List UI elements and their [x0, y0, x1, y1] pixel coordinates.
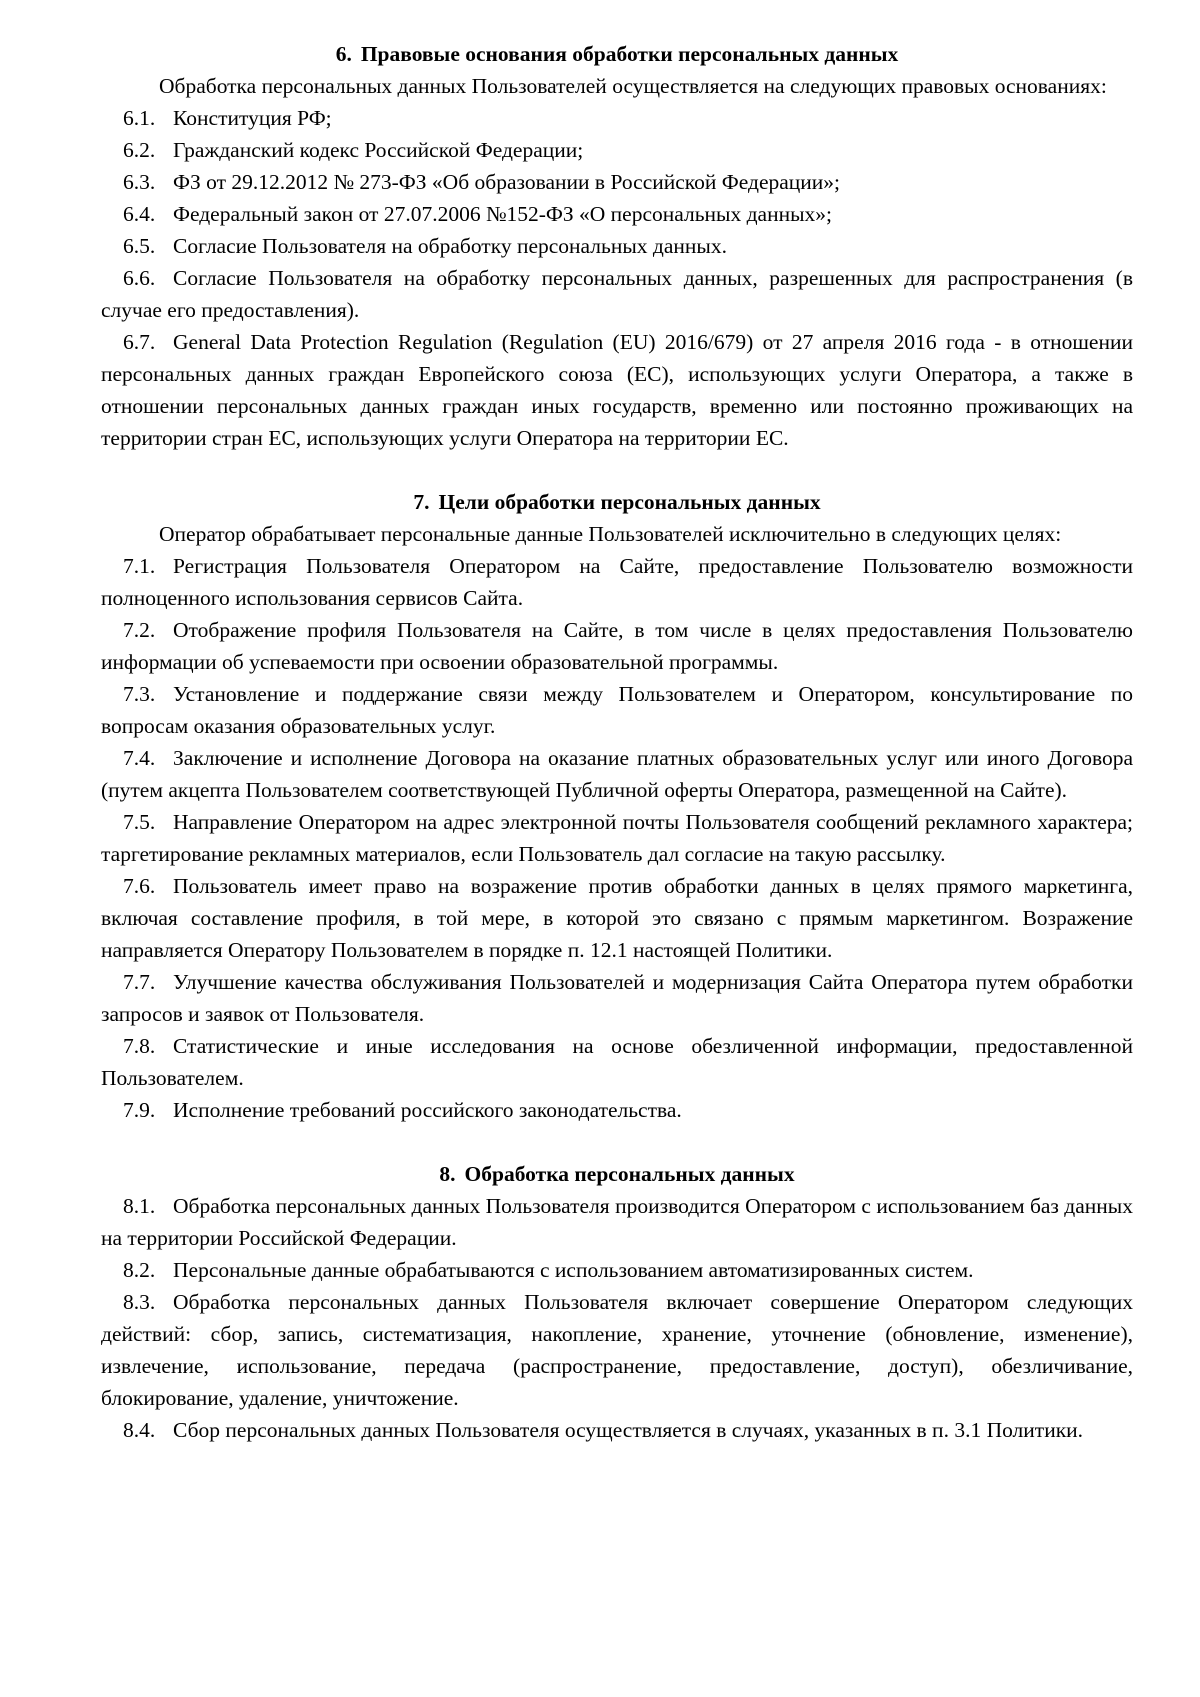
section-number: 6.	[335, 42, 352, 66]
item-number: 6.3.	[123, 170, 156, 194]
section-number: 7.	[413, 490, 430, 514]
item-number: 6.6.	[123, 266, 156, 290]
section-title	[101, 38, 1133, 70]
item-text: Регистрация Пользователя Оператором на Сайте, предоставление Пользователю возможности полноценного использования сервисов Сайта.	[101, 554, 1133, 610]
list-item	[101, 326, 1133, 454]
list-item	[101, 966, 1133, 1030]
list-item	[101, 1030, 1133, 1094]
item-number: 8.3.	[123, 1290, 156, 1314]
item-text: General Data Protection Regulation (Regulation (EU) 2016/679) от 27 апреля 2016 года - в отношении персональных данных граждан Европейского союза (ЕС), использующих услуги Оператора, а также в отношении персональных данных граждан иных государств, временно или постоянно проживающих на территории стран ЕС, использующих услуги Оператора на территории ЕС.	[101, 330, 1133, 450]
document-page	[101, 38, 1133, 1446]
item-number: 7.6.	[123, 874, 156, 898]
list-item	[101, 102, 1133, 134]
section-title-text: Правовые основания обработки персональных данных	[360, 42, 899, 66]
section-spacer	[101, 454, 1133, 486]
item-number: 7.9.	[123, 1098, 156, 1122]
item-text: Исполнение требований российского законодательства.	[173, 1098, 682, 1122]
section-6	[101, 38, 1133, 454]
item-text: Отображение профиля Пользователя на Сайте, в том числе в целях предоставления Пользователю информации об успеваемости при освоении образовательной программы.	[101, 618, 1133, 674]
list-item	[101, 262, 1133, 326]
list-item	[101, 806, 1133, 870]
section-number: 8.	[439, 1162, 456, 1186]
list-item	[101, 678, 1133, 742]
list-item	[101, 614, 1133, 678]
list-item	[101, 1190, 1133, 1254]
item-text: Конституция РФ;	[173, 106, 332, 130]
section-7	[101, 486, 1133, 1126]
list-item	[101, 1414, 1133, 1446]
list-item	[101, 550, 1133, 614]
section-8	[101, 1158, 1133, 1446]
item-text: ФЗ от 29.12.2012 № 273-ФЗ «Об образовании в Российской Федерации»;	[173, 170, 841, 194]
section-intro: Оператор обрабатывает персональные данные Пользователей исключительно в следующих целях:	[159, 522, 1062, 546]
list-item	[101, 230, 1133, 262]
item-text: Установление и поддержание связи между Пользователем и Оператором, консультирование по вопросам оказания образовательных услуг.	[101, 682, 1133, 738]
item-text: Пользователь имеет право на возражение против обработки данных в целях прямого маркетинга, включая составление профиля, в той мере, в которой это связано с прямым маркетингом. Возражение направляется Оператору Пользователем в порядке п. 12.1 настоящей Политики.	[101, 874, 1133, 962]
section-title-text: Цели обработки персональных данных	[438, 490, 821, 514]
item-number: 6.4.	[123, 202, 156, 226]
item-text: Обработка персональных данных Пользователя включает совершение Оператором следующих действий: сбор, запись, систематизация, накопление, хранение, уточнение (обновление, изменение), извлечение, использование, передача (распространение, предоставление, доступ), обезличивание, блокирование, удаление, уничтожение.	[101, 1290, 1133, 1410]
item-number: 6.1.	[123, 106, 156, 130]
list-item	[101, 166, 1133, 198]
item-text: Согласие Пользователя на обработку персональных данных, разрешенных для распространения (в случае его предоставления).	[101, 266, 1133, 322]
item-number: 7.5.	[123, 810, 156, 834]
section-title-text: Обработка персональных данных	[464, 1162, 795, 1186]
item-number: 8.1.	[123, 1194, 156, 1218]
list-item	[101, 1286, 1133, 1414]
item-text: Гражданский кодекс Российской Федерации;	[173, 138, 584, 162]
list-item	[101, 134, 1133, 166]
item-number: 7.3.	[123, 682, 156, 706]
item-text: Сбор персональных данных Пользователя осуществляется в случаях, указанных в п. 3.1 Политики.	[173, 1418, 1084, 1442]
item-number: 8.2.	[123, 1258, 156, 1282]
item-text: Федеральный закон от 27.07.2006 №152-ФЗ «О персональных данных»;	[173, 202, 833, 226]
section-spacer	[101, 1126, 1133, 1158]
item-text: Статистические и иные исследования на основе обезличенной информации, предоставленной Пользователем.	[101, 1034, 1133, 1090]
list-item	[101, 742, 1133, 806]
section-intro: Обработка персональных данных Пользователей осуществляется на следующих правовых основаниях:	[159, 74, 1107, 98]
item-text: Обработка персональных данных Пользователя производится Оператором с использованием баз данных на территории Российской Федерации.	[101, 1194, 1133, 1250]
list-item	[101, 1094, 1133, 1126]
item-number: 8.4.	[123, 1418, 156, 1442]
list-item	[101, 198, 1133, 230]
item-number: 7.2.	[123, 618, 156, 642]
item-text: Заключение и исполнение Договора на оказание платных образовательных услуг или иного Договора (путем акцепта Пользователем соответствующей Публичной оферты Оператора, размещенной на Сайте).	[101, 746, 1133, 802]
item-text: Улучшение качества обслуживания Пользователей и модернизация Сайта Оператора путем обработки запросов и заявок от Пользователя.	[101, 970, 1133, 1026]
item-number: 6.5.	[123, 234, 156, 258]
item-text: Направление Оператором на адрес электронной почты Пользователя сообщений рекламного характера; таргетирование рекламных материалов, если Пользователь дал согласие на такую рассылку.	[101, 810, 1133, 866]
item-number: 7.8.	[123, 1034, 156, 1058]
item-text: Персональные данные обрабатываются с использованием автоматизированных систем.	[173, 1258, 974, 1282]
item-number: 7.1.	[123, 554, 156, 578]
item-text: Согласие Пользователя на обработку персональных данных.	[173, 234, 727, 258]
item-number: 7.7.	[123, 970, 156, 994]
list-item	[101, 870, 1133, 966]
item-number: 7.4.	[123, 746, 156, 770]
item-number: 6.2.	[123, 138, 156, 162]
section-title	[101, 1158, 1133, 1190]
item-number: 6.7.	[123, 330, 156, 354]
list-item	[101, 1254, 1133, 1286]
section-title	[101, 486, 1133, 518]
